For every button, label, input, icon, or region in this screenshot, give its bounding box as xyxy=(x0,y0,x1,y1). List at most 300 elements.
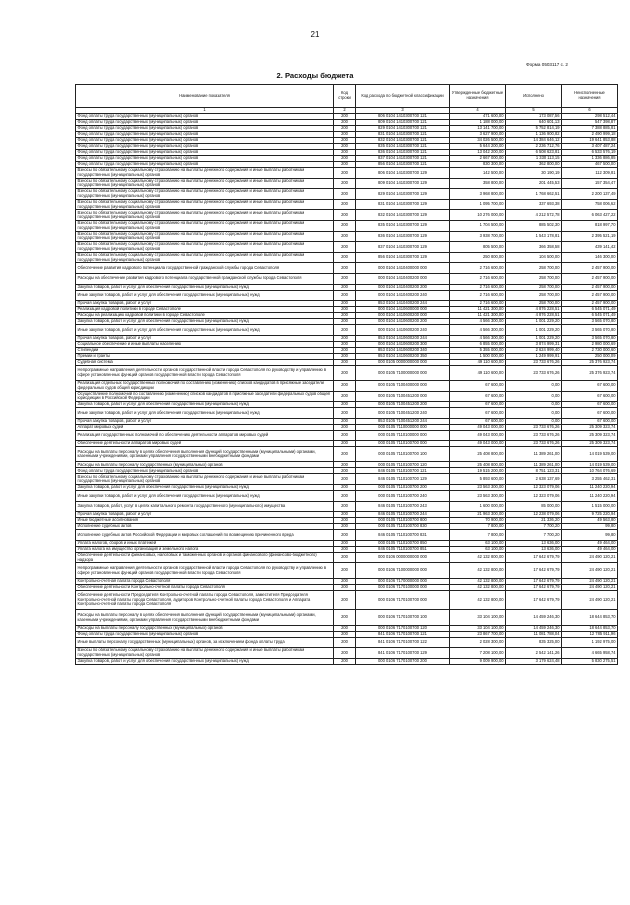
table-row xyxy=(76,485,618,491)
table-row xyxy=(76,625,618,631)
row-line-code: 200 xyxy=(334,347,356,353)
row-line-code: 200 xyxy=(334,319,356,325)
row-unexecuted-amount: 99,80 xyxy=(562,530,618,541)
row-indicator-name: Расходы на выплаты персоналу в целях обеспечения выполнения функций государственными (муниципальными) органами, казенными учреждениями, органами управления государственными внебюджетными фондами xyxy=(76,610,334,625)
row-executed-amount: 6 508 623,81 xyxy=(506,150,562,156)
table-row xyxy=(76,501,618,512)
row-classification-code: 846 0105 7110100700 243 xyxy=(356,501,450,512)
row-unexecuted-amount: 11 240 220,94 xyxy=(562,491,618,502)
row-classification-code: 853 0105 7100451200 244 xyxy=(356,418,450,424)
row-line-code: 200 xyxy=(334,138,356,144)
row-approved-amount: 42 132 800,00 xyxy=(450,552,506,563)
row-line-code: 200 xyxy=(334,273,356,284)
row-classification-code: 835 0104 1410300700 129 xyxy=(356,220,450,231)
row-approved-amount: 4 566 300,00 xyxy=(450,335,506,341)
row-unexecuted-amount: 14 019 539,00 xyxy=(562,462,618,468)
row-unexecuted-amount: 11 240 220,94 xyxy=(562,485,618,491)
row-line-code: 200 xyxy=(334,156,356,162)
row-unexecuted-amount: 49 464,00 xyxy=(562,540,618,546)
row-executed-amount: 258 700,00 xyxy=(506,263,562,274)
row-unexecuted-amount: 250 000,09 xyxy=(562,353,618,359)
table-row xyxy=(76,210,618,221)
table-row xyxy=(76,380,618,391)
table-row xyxy=(76,189,618,200)
row-line-code: 200 xyxy=(334,335,356,341)
row-approved-amount: 830 300,00 xyxy=(450,162,506,168)
row-unexecuted-amount: 2 457 900,00 xyxy=(562,263,618,274)
row-indicator-name: Исполнение судебных актов xyxy=(76,524,334,530)
row-line-code: 200 xyxy=(334,365,356,380)
row-unexecuted-amount: 25 309 323,74 xyxy=(562,424,618,430)
row-approved-amount: 2 028 300,00 xyxy=(450,637,506,648)
header-approved: Утвержденные бюджетные назначения xyxy=(450,85,506,108)
row-indicator-name: Исполнение судебных актов Российской Федерации и мировых соглашений по возмещению причиненного вреда xyxy=(76,530,334,541)
table-row xyxy=(76,610,618,625)
row-unexecuted-amount: 5 830 275,51 xyxy=(562,658,618,664)
row-unexecuted-amount: 67 600,00 xyxy=(562,408,618,419)
table-row xyxy=(76,584,618,590)
row-approved-amount: 67 600,00 xyxy=(450,402,506,408)
row-line-code: 200 xyxy=(334,563,356,578)
row-indicator-name: Закупка товаров, работ, услуг в целях капитального ремонта государственного (муниципального) имущества xyxy=(76,501,334,512)
row-indicator-name: Обеспечение деятельности Контрольно-счетной палаты города Севастополя xyxy=(76,584,334,590)
row-indicator-name: Фонд оплаты труда государственных (муниципальных) органов xyxy=(76,631,334,637)
table-row xyxy=(76,144,618,150)
row-line-code: 200 xyxy=(334,430,356,441)
row-indicator-name: Прочая закупка товаров, работ и услуг xyxy=(76,418,334,424)
row-classification-code: 841 0106 7170100700 129 xyxy=(356,648,450,659)
row-executed-amount: 4 876 228,51 xyxy=(506,307,562,313)
row-executed-amount: 13 636,00 xyxy=(506,540,562,546)
row-approved-amount: 13 141 700,00 xyxy=(450,126,506,132)
row-indicator-name: Взносы по обязательному социальному страхованию на выплаты денежного содержания и иные выплаты работникам государственных (муниципальных) органов xyxy=(76,242,334,253)
row-approved-amount: 25 408 800,00 xyxy=(450,462,506,468)
column-number: 6 xyxy=(562,108,618,114)
row-unexecuted-amount: 12 785 911,96 xyxy=(562,631,618,637)
row-indicator-name: Закупка товаров, работ и услуг для обеспечения государственных (муниципальных) нужд xyxy=(76,658,334,664)
row-indicator-name: Расходы на выплаты персоналу в целях обеспечения выполнения функций государственными (муниципальными) органами, казенными учреждениями, органами управления государственными внебюджетными фондами xyxy=(76,447,334,462)
row-line-code: 200 xyxy=(334,126,356,132)
row-classification-code: 846 0105 7110100700 129 xyxy=(356,474,450,485)
row-classification-code: 831 0104 1410300700 121 xyxy=(356,132,450,138)
row-executed-amount: 258 700,00 xyxy=(506,301,562,307)
row-executed-amount: 17 642 679,79 xyxy=(506,584,562,590)
table-row xyxy=(76,447,618,462)
row-approved-amount: 142 500,00 xyxy=(450,168,506,179)
column-number: 4 xyxy=(450,108,506,114)
row-unexecuted-amount: 25 309 323,74 xyxy=(562,441,618,447)
row-line-code: 200 xyxy=(334,402,356,408)
row-classification-code: 856 0104 1410300700 121 xyxy=(356,162,450,168)
row-executed-amount: 2 542 141,26 xyxy=(506,648,562,659)
row-indicator-name: Взносы по обязательному социальному страхованию на выплаты денежного содержания и иные выплаты работникам государственных (муниципальных) органов xyxy=(76,220,334,231)
row-indicator-name: Реализация отдельных государственных полномочий по составлению (изменению) списков кандидатов в присяжные заседатели федеральных судов общей юрисдикции xyxy=(76,380,334,391)
row-approved-amount: 33 104 100,00 xyxy=(450,625,506,631)
row-unexecuted-amount: 2 490 999,18 xyxy=(562,132,618,138)
row-executed-amount: 0,00 xyxy=(506,418,562,424)
table-row xyxy=(76,648,618,659)
row-line-code: 200 xyxy=(334,150,356,156)
row-unexecuted-amount: 818 997,70 xyxy=(562,220,618,231)
row-executed-amount: 104 500,00 xyxy=(506,252,562,263)
row-unexecuted-amount: 49 464,00 xyxy=(562,546,618,552)
table-row xyxy=(76,365,618,380)
row-indicator-name: Социальное обеспечение и иные выплаты населению xyxy=(76,341,334,347)
row-line-code: 200 xyxy=(334,359,356,365)
row-executed-amount: 17 642 679,79 xyxy=(506,578,562,584)
row-approved-amount: 42 132 800,00 xyxy=(450,590,506,610)
row-approved-amount: 67 600,00 xyxy=(450,418,506,424)
row-classification-code: 000 0104 1410600200 000 xyxy=(356,313,450,319)
row-classification-code: 000 0104 1410400200 240 xyxy=(356,290,450,301)
row-executed-amount: 1 543 178,81 xyxy=(506,231,562,242)
row-indicator-name: Взносы по обязательному социальному страхованию на выплаты денежного содержания и иные выплаты работникам государственных (муниципальных) органов xyxy=(76,210,334,221)
row-unexecuted-amount: 3 565 070,80 xyxy=(562,335,618,341)
row-unexecuted-amount: 18 644 853,70 xyxy=(562,625,618,631)
row-unexecuted-amount: 24 490 120,21 xyxy=(562,563,618,578)
row-indicator-name: Фонд оплаты труда государственных (муниципальных) органов xyxy=(76,138,334,144)
row-classification-code: 000 0104 1410600200 240 xyxy=(356,325,450,336)
row-executed-amount: 640 601,13 xyxy=(506,120,562,126)
row-executed-amount: 23 733 676,26 xyxy=(506,365,562,380)
row-line-code: 200 xyxy=(334,540,356,546)
table-row xyxy=(76,126,618,132)
row-approved-amount: 11 421 300,00 xyxy=(450,307,506,313)
table-row xyxy=(76,178,618,189)
row-unexecuted-amount: 24 490 120,21 xyxy=(562,584,618,590)
row-approved-amount: 70 900,00 xyxy=(450,518,506,524)
row-executed-amount: 201 445,53 xyxy=(506,178,562,189)
row-line-code: 200 xyxy=(334,353,356,359)
row-line-code: 200 xyxy=(334,263,356,274)
row-executed-amount: 1 330 113,15 xyxy=(506,156,562,162)
row-line-code: 200 xyxy=(334,625,356,631)
table-row xyxy=(76,552,618,563)
row-unexecuted-amount: 3 565 070,80 xyxy=(562,319,618,325)
row-line-code: 200 xyxy=(334,518,356,524)
header-unexecuted: Неисполненные назначения xyxy=(562,85,618,108)
row-approved-amount: 33 104 100,00 xyxy=(450,610,506,625)
row-line-code: 200 xyxy=(334,220,356,231)
row-classification-code: 000 0105 7110100000 000 xyxy=(356,430,450,441)
row-classification-code: 806 0104 1410300700 121 xyxy=(356,114,450,120)
row-indicator-name: Аппарат мировых судей xyxy=(76,424,334,430)
row-unexecuted-amount: 2 730 000,60 xyxy=(562,347,618,353)
row-line-code: 200 xyxy=(334,474,356,485)
row-classification-code: 835 0104 1410300700 121 xyxy=(356,144,450,150)
row-executed-amount: 14 459 246,30 xyxy=(506,625,562,631)
row-line-code: 200 xyxy=(334,424,356,430)
row-classification-code: 000 0105 0000000000 000 xyxy=(356,359,450,365)
row-classification-code: 000 0105 7100400000 000 xyxy=(356,380,450,391)
row-executed-amount: 23 733 676,26 xyxy=(506,430,562,441)
row-unexecuted-amount: 9 725 220,94 xyxy=(562,512,618,518)
row-approved-amount: 1 704 500,00 xyxy=(450,220,506,231)
row-line-code: 200 xyxy=(334,530,356,541)
row-line-code: 200 xyxy=(334,178,356,189)
row-approved-amount: 2 667 000,00 xyxy=(450,156,506,162)
row-approved-amount: 67 600,00 xyxy=(450,380,506,391)
form-reference: Форма 0503117 с. 2 xyxy=(526,62,568,67)
row-classification-code: 832 0104 1410300700 121 xyxy=(356,138,450,144)
row-executed-amount: 8 751 123,31 xyxy=(506,468,562,474)
table-row xyxy=(76,578,618,584)
row-indicator-name: Осуществление полномочий по составлению (изменению) списков кандидатов в присяжные заседатели федеральных судов общей юрисдикции в Российской Федерации xyxy=(76,391,334,402)
table-row xyxy=(76,408,618,419)
table-row xyxy=(76,273,618,284)
row-line-code: 200 xyxy=(334,168,356,179)
row-executed-amount: 258 700,00 xyxy=(506,273,562,284)
row-executed-amount: 11 081 788,04 xyxy=(506,631,562,637)
row-line-code: 200 xyxy=(334,114,356,120)
row-classification-code: 000 0106 7170100700 120 xyxy=(356,625,450,631)
row-executed-amount: 21 336,20 xyxy=(506,518,562,524)
row-line-code: 200 xyxy=(334,189,356,200)
row-executed-amount: 23 733 676,26 xyxy=(506,359,562,365)
row-line-code: 200 xyxy=(334,546,356,552)
row-classification-code: 829 0104 1410300700 121 xyxy=(356,126,450,132)
row-indicator-name: Обеспечение деятельности аппаратов мировых судей xyxy=(76,441,334,447)
row-approved-amount: 42 132 800,00 xyxy=(450,584,506,590)
row-indicator-name: Фонд оплаты труда государственных (муниципальных) органов xyxy=(76,114,334,120)
row-line-code: 200 xyxy=(334,252,356,263)
row-line-code: 200 xyxy=(334,658,356,664)
row-indicator-name: Иные бюджетные ассигнования xyxy=(76,518,334,524)
row-classification-code: 836 0104 1410300700 129 xyxy=(356,231,450,242)
row-indicator-name: Взносы по обязательному социальному страхованию на выплаты денежного содержания и иные выплаты работникам государственных (муниципальных) органов xyxy=(76,168,334,179)
row-unexecuted-amount: 67 600,00 xyxy=(562,402,618,408)
row-classification-code: 853 0104 1410400200 244 xyxy=(356,301,450,307)
row-line-code: 200 xyxy=(334,447,356,462)
table-row xyxy=(76,168,618,179)
row-classification-code: 000 0105 7110100700 100 xyxy=(356,447,450,462)
row-unexecuted-amount: 2 980 000,69 xyxy=(562,341,618,347)
table-row xyxy=(76,430,618,441)
row-approved-amount: 23 563 300,00 xyxy=(450,485,506,491)
table-row xyxy=(76,231,618,242)
row-unexecuted-amount: 4 665 958,74 xyxy=(562,648,618,659)
row-indicator-name: Расходы на выплаты персоналу государственных (муниципальных) органов xyxy=(76,625,334,631)
budget-expenses-table xyxy=(75,84,618,665)
row-executed-amount: 173 087,56 xyxy=(506,114,562,120)
row-unexecuted-amount: 298 512,44 xyxy=(562,114,618,120)
row-executed-amount: 0,00 xyxy=(506,408,562,419)
row-unexecuted-amount: 3 255 462,31 xyxy=(562,474,618,485)
row-line-code: 200 xyxy=(334,132,356,138)
row-line-code: 200 xyxy=(334,325,356,336)
row-classification-code: 000 0106 7170100700 200 xyxy=(356,658,450,664)
row-unexecuted-amount: 67 600,00 xyxy=(562,391,618,402)
row-executed-amount: 11 389 261,00 xyxy=(506,462,562,468)
row-indicator-name: Взносы по обязательному социальному страхованию на выплаты денежного содержания и иные выплаты работникам государственных (муниципальных) органов xyxy=(76,231,334,242)
table-row xyxy=(76,631,618,637)
row-unexecuted-amount: 24 490 120,21 xyxy=(562,590,618,610)
table-row xyxy=(76,220,618,231)
row-unexecuted-amount: 6 063 427,22 xyxy=(562,210,618,221)
row-classification-code: 000 0106 7170100000 000 xyxy=(356,584,450,590)
row-executed-amount: 366 358,58 xyxy=(506,242,562,253)
row-approved-amount: 19 515 200,00 xyxy=(450,468,506,474)
row-line-code: 200 xyxy=(334,462,356,468)
row-approved-amount: 11 421 300,00 xyxy=(450,313,506,319)
row-executed-amount: 2 624 999,40 xyxy=(506,347,562,353)
row-executed-amount: 258 700,00 xyxy=(506,284,562,290)
row-indicator-name: Иные закупки товаров, работ и услуг для обеспечения государственных (муниципальных) нужд xyxy=(76,325,334,336)
table-row xyxy=(76,242,618,253)
row-classification-code: 000 0104 1410600200 300 xyxy=(356,341,450,347)
row-classification-code: 837 0104 1410300700 121 xyxy=(356,156,450,162)
row-executed-amount: 7 700,20 xyxy=(506,530,562,541)
row-indicator-name: Судебная система xyxy=(76,359,334,365)
row-executed-amount: 3 179 624,48 xyxy=(506,658,562,664)
row-line-code: 200 xyxy=(334,491,356,502)
row-classification-code: 000 0106 7170100700 100 xyxy=(356,610,450,625)
table-row xyxy=(76,252,618,263)
row-unexecuted-amount: 10 764 076,69 xyxy=(562,468,618,474)
row-unexecuted-amount: 2 457 900,00 xyxy=(562,290,618,301)
row-approved-amount: 7 208 100,00 xyxy=(450,648,506,659)
row-unexecuted-amount: 758 006,62 xyxy=(562,199,618,210)
row-unexecuted-amount: 14 019 539,00 xyxy=(562,447,618,462)
row-indicator-name: Фонд оплаты труда государственных (муниципальных) органов xyxy=(76,120,334,126)
row-line-code: 200 xyxy=(334,637,356,648)
row-indicator-name: Обеспечение развития кадрового потенциала государственной гражданской службы города Севастополя xyxy=(76,263,334,274)
table-row xyxy=(76,307,618,313)
row-classification-code: 856 0104 1410300700 129 xyxy=(356,252,450,263)
row-unexecuted-amount: 157 354,47 xyxy=(562,178,618,189)
row-executed-amount: 1 136 900,82 xyxy=(506,132,562,138)
row-unexecuted-amount: 3 407 487,24 xyxy=(562,144,618,150)
row-unexecuted-amount: 1 515 000,00 xyxy=(562,501,618,512)
row-executed-amount: 85 000,00 xyxy=(506,501,562,512)
row-unexecuted-amount: 19 641 853,88 xyxy=(562,138,618,144)
row-approved-amount: 49 043 000,00 xyxy=(450,430,506,441)
row-executed-amount: 12 238 079,06 xyxy=(506,512,562,518)
row-line-code: 200 xyxy=(334,584,356,590)
row-approved-amount: 42 132 800,00 xyxy=(450,563,506,578)
row-unexecuted-amount: 25 376 923,74 xyxy=(562,359,618,365)
table-row xyxy=(76,290,618,301)
row-unexecuted-amount: 99,80 xyxy=(562,524,618,530)
row-unexecuted-amount: 1 336 886,85 xyxy=(562,156,618,162)
row-line-code: 200 xyxy=(334,524,356,530)
row-indicator-name: Закупка товаров, работ и услуг для обеспечения государственных (муниципальных) нужд xyxy=(76,284,334,290)
row-executed-amount: 4 212 572,78 xyxy=(506,210,562,221)
column-number: 2 xyxy=(334,108,356,114)
table-row xyxy=(76,391,618,402)
row-unexecuted-amount: 7 388 885,81 xyxy=(562,126,618,132)
row-classification-code: 000 0105 7100000000 000 xyxy=(356,365,450,380)
row-approved-amount: 4 566 300,00 xyxy=(450,325,506,336)
row-classification-code: 000 0105 7110100700 800 xyxy=(356,518,450,524)
table-row xyxy=(76,491,618,502)
row-classification-code: 000 0106 0000000000 000 xyxy=(356,552,450,563)
row-approved-amount: 49 043 000,00 xyxy=(450,441,506,447)
row-indicator-name: Стипендии xyxy=(76,347,334,353)
row-approved-amount: 805 500,00 xyxy=(450,242,506,253)
row-indicator-name: Реализация государственных полномочий по обеспечению деятельности аппаратов мировых судей xyxy=(76,430,334,441)
row-approved-amount: 2 716 600,00 xyxy=(450,290,506,301)
column-number: 3 xyxy=(356,108,450,114)
column-number: 5 xyxy=(506,108,562,114)
row-executed-amount: 362 800,00 xyxy=(506,162,562,168)
row-approved-amount: 5 644 200,00 xyxy=(450,144,506,150)
row-indicator-name: Фонд оплаты труда государственных (муниципальных) органов xyxy=(76,144,334,150)
row-indicator-name: Закупка товаров, работ и услуг для обеспечения государственных (муниципальных) нужд xyxy=(76,402,334,408)
row-approved-amount: 2 716 600,00 xyxy=(450,263,506,274)
row-line-code: 200 xyxy=(334,313,356,319)
row-indicator-name: Взносы по обязательному социальному страхованию на выплаты денежного содержания и иные выплаты работникам государственных (муниципальных) органов xyxy=(76,474,334,485)
table-row xyxy=(76,150,618,156)
row-classification-code: 000 0105 7110100700 830 xyxy=(356,524,450,530)
row-approved-amount: 49 043 000,00 xyxy=(450,424,506,430)
row-approved-amount: 471 600,00 xyxy=(450,114,506,120)
row-approved-amount: 63 100,00 xyxy=(450,546,506,552)
row-classification-code: 000 0104 1410600200 200 xyxy=(356,319,450,325)
table-row xyxy=(76,156,618,162)
row-line-code: 200 xyxy=(334,210,356,221)
row-approved-amount: 7 800,00 xyxy=(450,524,506,530)
row-indicator-name: Прочая закупка товаров, работ и услуг xyxy=(76,301,334,307)
row-approved-amount: 7 800,00 xyxy=(450,530,506,541)
row-approved-amount: 63 100,00 xyxy=(450,540,506,546)
row-line-code: 200 xyxy=(334,231,356,242)
row-executed-amount: 17 642 679,79 xyxy=(506,590,562,610)
row-approved-amount: 5 355 000,00 xyxy=(450,347,506,353)
row-unexecuted-amount: 547 398,87 xyxy=(562,120,618,126)
row-indicator-name: Обеспечение деятельности Председателя Контрольно-счетной палаты города Севастополя, заместителя Председателя Контрольно-счетной палаты города Севастополя, аудиторов Контрольно-счетной палаты города Севастополя и Аппарата Контрольно-счетной палаты города Севастополя xyxy=(76,590,334,610)
row-unexecuted-amount: 146 300,00 xyxy=(562,252,618,263)
row-approved-amount: 4 566 300,00 xyxy=(450,319,506,325)
row-unexecuted-amount: 467 500,00 xyxy=(562,162,618,168)
section-title: 2. Расходы бюджета xyxy=(276,71,354,80)
row-executed-amount: 13 636,00 xyxy=(506,546,562,552)
table-row xyxy=(76,263,618,274)
row-line-code: 200 xyxy=(334,441,356,447)
row-executed-amount: 23 733 676,26 xyxy=(506,441,562,447)
row-line-code: 200 xyxy=(334,307,356,313)
row-unexecuted-amount: 439 141,42 xyxy=(562,242,618,253)
row-unexecuted-amount: 25 309 323,74 xyxy=(562,430,618,441)
row-indicator-name: Непрограммные направления деятельности органов государственной власти города Севастополя по руководству и управлению в сфере установленных функций органов государственной власти города Севастополя xyxy=(76,365,334,380)
row-indicator-name: Расходы на реализацию кадровой политики в городе Севастополе xyxy=(76,313,334,319)
row-indicator-name: Фонд оплаты труда государственных (муниципальных) органов xyxy=(76,156,334,162)
row-line-code: 200 xyxy=(334,284,356,290)
row-classification-code: 000 0106 7170100700 000 xyxy=(356,590,450,610)
row-line-code: 200 xyxy=(334,301,356,307)
row-classification-code: 853 0104 1410600200 350 xyxy=(356,353,450,359)
row-classification-code: 000 0104 1410600000 000 xyxy=(356,307,450,313)
row-approved-amount: 3 968 800,00 xyxy=(450,189,506,200)
row-classification-code: 000 0106 7100000000 000 xyxy=(356,563,450,578)
table-body xyxy=(76,114,618,665)
row-unexecuted-amount: 2 457 900,00 xyxy=(562,301,618,307)
row-approved-amount: 13 042 200,00 xyxy=(450,150,506,156)
row-unexecuted-amount: 24 490 120,21 xyxy=(562,552,618,563)
row-indicator-name: Фонд оплаты труда государственных (муниципальных) органов xyxy=(76,150,334,156)
row-indicator-name: Иные закупки товаров, работ и услуг для обеспечения государственных (муниципальных) нужд xyxy=(76,408,334,419)
row-classification-code: 846 0105 7110100700 831 xyxy=(356,530,450,541)
row-unexecuted-amount: 2 457 900,00 xyxy=(562,273,618,284)
row-executed-amount: 0,00 xyxy=(506,391,562,402)
row-unexecuted-amount: 25 376 923,74 xyxy=(562,365,618,380)
row-classification-code: 000 0105 7110100700 000 xyxy=(356,441,450,447)
row-executed-amount: 258 700,00 xyxy=(506,290,562,301)
row-executed-amount: 1 768 662,51 xyxy=(506,189,562,200)
table-row xyxy=(76,341,618,347)
row-line-code: 200 xyxy=(334,485,356,491)
row-executed-amount: 1 249 999,91 xyxy=(506,353,562,359)
